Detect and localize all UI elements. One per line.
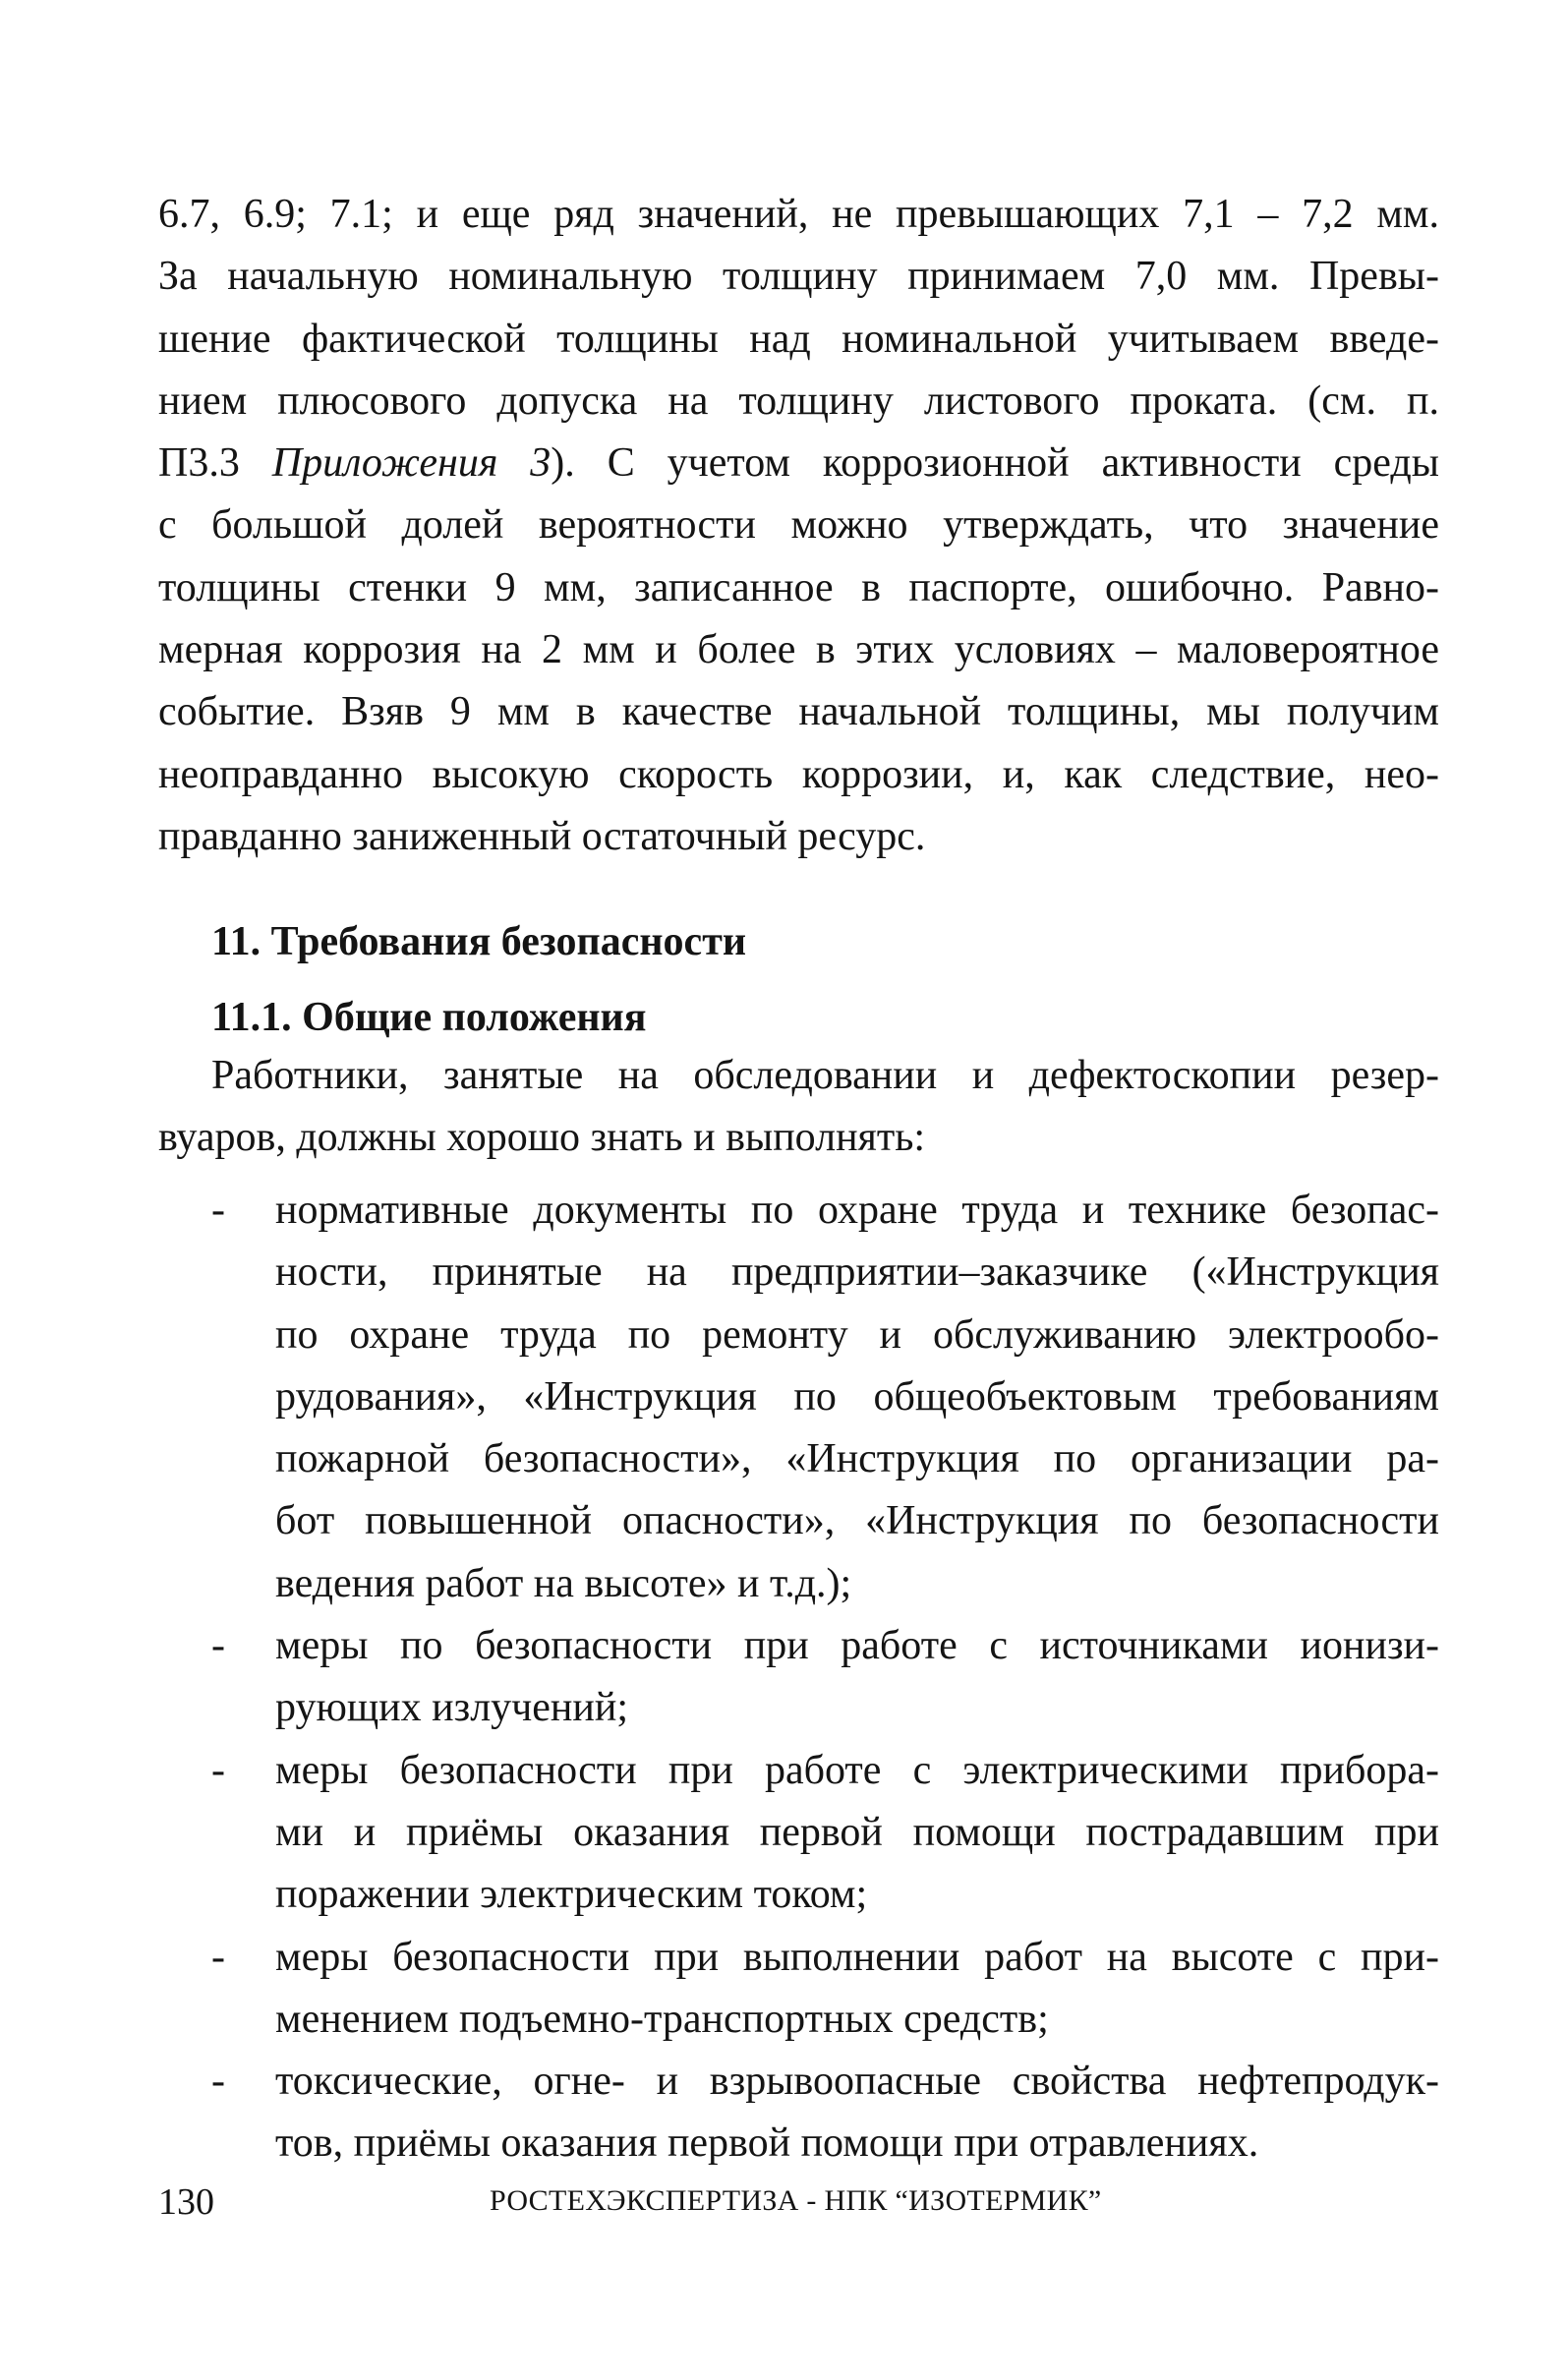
bullet-marker: - [211, 1747, 225, 1793]
text-line: рудования», «Инструкция по общеобъектовым требованиям [275, 1373, 1439, 1420]
bullet-marker: - [211, 1934, 225, 1980]
text-line: правданно заниженный остаточный ресурс. [158, 813, 926, 859]
text-line-with-reference: П3.3 Приложения 3). С учетом коррозионной активности среды [158, 440, 1439, 487]
text-line: шение фактической толщины над номинальной учитываем введе- [158, 316, 1439, 362]
list-item [158, 1927, 1439, 2052]
text-line: меры безопасности при работе с электрическими прибора- [275, 1747, 1439, 1793]
list-item-text [275, 1740, 1439, 1927]
text-line: Работники, занятые на обследовании и дефектоскопии резер- [211, 1053, 1439, 1098]
subsection-heading: 11.1. Общие положения [211, 995, 647, 1040]
text-line: нормативные документы по охране труда и технике безопас- [275, 1188, 1439, 1233]
requirements-list [158, 1180, 1439, 2176]
list-item-text [275, 1615, 1439, 1740]
text-line: вуаров, должны хорошо знать и выполнять: [158, 1115, 926, 1161]
text-line: меры по безопасности при работе с источниками ионизи- [275, 1623, 1439, 1669]
text-line: ности, принятые на предприятии–заказчике («Инструкция [275, 1249, 1439, 1296]
body-paragraph [158, 184, 1439, 868]
list-item [158, 2051, 1439, 2176]
text-line: бот повышенной опасности», «Инструкция по безопасности [275, 1498, 1439, 1544]
text-line: нием плюсового допуска на толщину листового проката. (см. п. [158, 377, 1439, 424]
text-line: мерная коррозия на 2 мм и более в этих условиях – маловероятное [158, 627, 1439, 673]
bullet-marker: - [211, 1188, 225, 1233]
text-line: За начальную номинальную толщину принимаем 7,0 мм. Превы- [158, 254, 1439, 300]
text-line: событие. Взяв 9 мм в качестве начальной толщины, мы получим [158, 689, 1439, 735]
text-line: рующих излучений; [275, 1685, 629, 1731]
text-line: ми и приёмы оказания первой помощи пострадавшим при [275, 1809, 1439, 1855]
text-line: тов, приёмы оказания первой помощи при отравлениях. [275, 2120, 1259, 2167]
text-line: неоправданно высокую скорость коррозии, и, как следствие, нео- [158, 751, 1439, 797]
text-line: менением подъемно-транспортных средств; [275, 1996, 1049, 2042]
text-line: меры безопасности при выполнении работ на высоте с при- [275, 1934, 1439, 1980]
section-heading: 11. Требования безопасности [211, 919, 747, 964]
list-item-text [275, 1927, 1439, 2052]
text-line: 6.7, 6.9; 7.1; и еще ряд значений, не превышающих 7,1 – 7,2 мм. [158, 192, 1439, 237]
page-footer [158, 2180, 1439, 2230]
text-line: пожарной безопасности», «Инструкция по организации ра- [275, 1436, 1439, 1482]
text-line: токсические, огне- и взрывоопасные свойства нефтепродук- [275, 2059, 1439, 2105]
text-line: ведения работ на высоте» и т.д.); [275, 1560, 852, 1606]
list-item-text [275, 2051, 1439, 2176]
text-line: толщины стенки 9 мм, записанное в паспорте, ошибочно. Равно- [158, 564, 1439, 610]
text-line: по охране труда по ремонту и обслуживанию электрообо- [275, 1311, 1439, 1358]
list-item [158, 1740, 1439, 1927]
text-line: с большой долей вероятности можно утверждать, что значение [158, 502, 1439, 549]
list-item [158, 1615, 1439, 1740]
list-item-text [275, 1180, 1439, 1615]
text-line: поражении электрическим током; [275, 1872, 868, 1918]
running-footer-title: РОСТЕХЭКСПЕРТИЗА - НПК “ИЗОТЕРМИК” [490, 2184, 1102, 2217]
bullet-marker: - [211, 2059, 225, 2105]
bullet-marker: - [211, 1623, 225, 1669]
lead-paragraph [158, 1045, 1439, 1170]
list-item [158, 1180, 1439, 1615]
appendix-reference: Приложения 3 [271, 440, 552, 487]
page-number: 130 [158, 2181, 214, 2223]
